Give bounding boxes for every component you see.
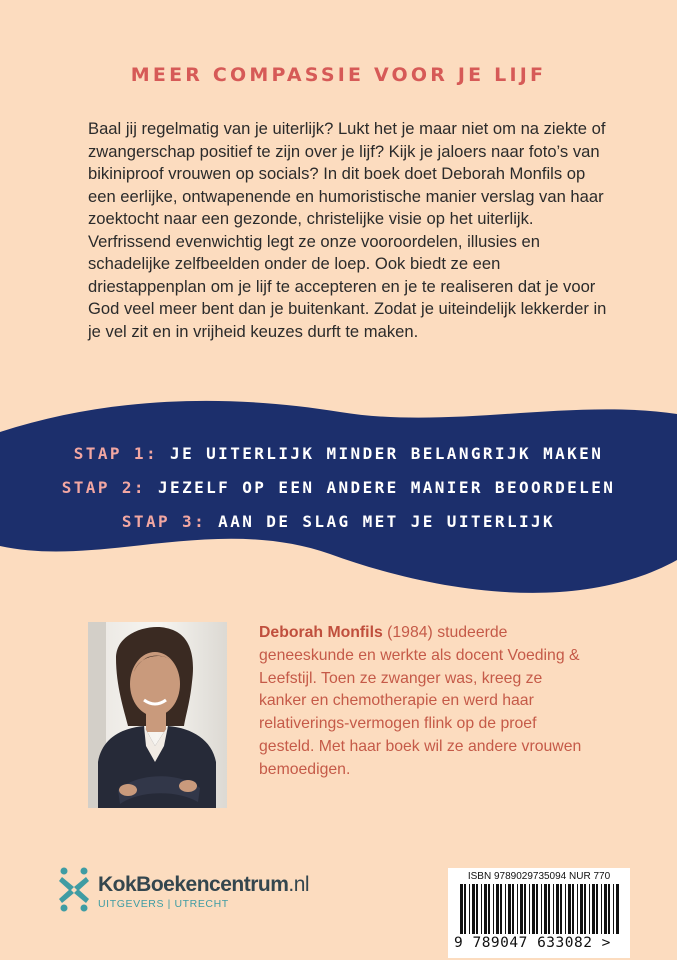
barcode-bar: [556, 884, 559, 934]
barcode: [448, 868, 630, 958]
barcode-bar: [544, 884, 547, 934]
isbn-line: ISBN 9789029735094 NUR 770: [467, 871, 611, 882]
barcode-bar: [524, 884, 526, 934]
intro-text: Baal jij regelmatig van je uiterlijk? Lukt het je maar niet om na ziekte of zwangerschap positief te zijn over je lijf? Kijk je jaloers naar foto’s van bikiniproof vrouwen op socials? In dit boek doet Deborah Monfils op een eerlijke, ontwapenende en humoristische manier verslag van haar zoektocht naar een gezonde, christelijke visie op het uiterlijk. Verfrissend evenwichtig legt ze onze vooroordelen, illusies en schadelijke zelfbeelden onder de loep. Ook biedt ze een driestappenplan om je lijf te accepteren en je te realiseren dat je voor God veel meer bent dan je buitenkant. Zodat je uiteindelijk lekkerder in je vel zit en in vrijheid keuzes durft te maken.: [88, 119, 607, 341]
barcode-bar: [560, 884, 562, 934]
publisher-logo: [56, 861, 336, 921]
barcode-bar: [541, 884, 542, 934]
step-3: [0, 505, 677, 539]
barcode-bar: [512, 884, 514, 934]
step-1-label: STAP 1:: [73, 444, 158, 463]
barcode-bar: [589, 884, 590, 934]
barcode-bar: [553, 884, 554, 934]
author-name: Deborah Monfils: [259, 624, 383, 641]
barcode-bar: [596, 884, 598, 934]
step-3-label: STAP 3:: [121, 512, 207, 531]
barcode-bar: [500, 884, 502, 934]
author-photo: [88, 622, 227, 808]
barcode-bar: [493, 884, 494, 934]
publisher-logo-icon: [56, 865, 92, 913]
steps-list: [0, 437, 677, 539]
barcode-bar: [577, 884, 578, 934]
barcode-bar: [548, 884, 550, 934]
step-1-text: JE UITERLIJK MINDER BELANGRIJK MAKEN: [170, 444, 604, 463]
barcode-bar: [529, 884, 530, 934]
barcode-bar: [608, 884, 610, 934]
barcode-bar: [565, 884, 566, 934]
barcode-bar: [469, 884, 470, 934]
step-1: [0, 437, 677, 471]
barcode-bar: [484, 884, 487, 934]
barcode-bar: [616, 884, 619, 934]
page-title: MEER COMPASSIE VOOR JE LIJF: [130, 64, 547, 86]
barcode-bar: [604, 884, 607, 934]
barcode-digits: 9 789047 633082 >: [454, 935, 611, 951]
barcode-bar: [460, 884, 463, 934]
barcode-bar: [496, 884, 499, 934]
barcode-bar: [476, 884, 478, 934]
barcode-bar: [613, 884, 614, 934]
barcode-bar: [517, 884, 518, 934]
step-2-text: JEZELF OP EEN ANDERE MANIER BEOORDELEN: [158, 478, 616, 497]
barcode-bar: [592, 884, 595, 934]
barcode-bar: [580, 884, 583, 934]
barcode-bar: [568, 884, 571, 934]
publisher-subtitle: UITGEVERS | UTRECHT: [98, 898, 229, 910]
barcode-bar: [464, 884, 466, 934]
barcode-bar: [488, 884, 490, 934]
step-2-label: STAP 2:: [61, 478, 146, 497]
step-2: [0, 471, 677, 505]
barcode-bar: [505, 884, 506, 934]
author-bio-text: (1984) studeerde geneeskunde en werkte als docent Voeding & Leefstijl. Toen ze zwanger was, kreeg ze kanker en chemotherapie en werd haar relativerings-vermogen flink op de proef gesteld. Met haar boek wil ze andere vrouwen bemoedigen.: [259, 624, 582, 778]
author-bio: [259, 622, 589, 782]
barcode-bar: [584, 884, 586, 934]
publisher-name: KokBoekencentrum.nl: [98, 873, 310, 896]
barcode-bar: [472, 884, 475, 934]
barcode-bar: [532, 884, 535, 934]
barcode-bar: [520, 884, 523, 934]
barcode-bar: [572, 884, 574, 934]
step-3-text: AAN DE SLAG MET JE UITERLIJK: [218, 512, 556, 531]
barcode-bar: [601, 884, 602, 934]
barcode-bar: [536, 884, 538, 934]
barcode-bar: [481, 884, 482, 934]
barcode-bar: [508, 884, 511, 934]
